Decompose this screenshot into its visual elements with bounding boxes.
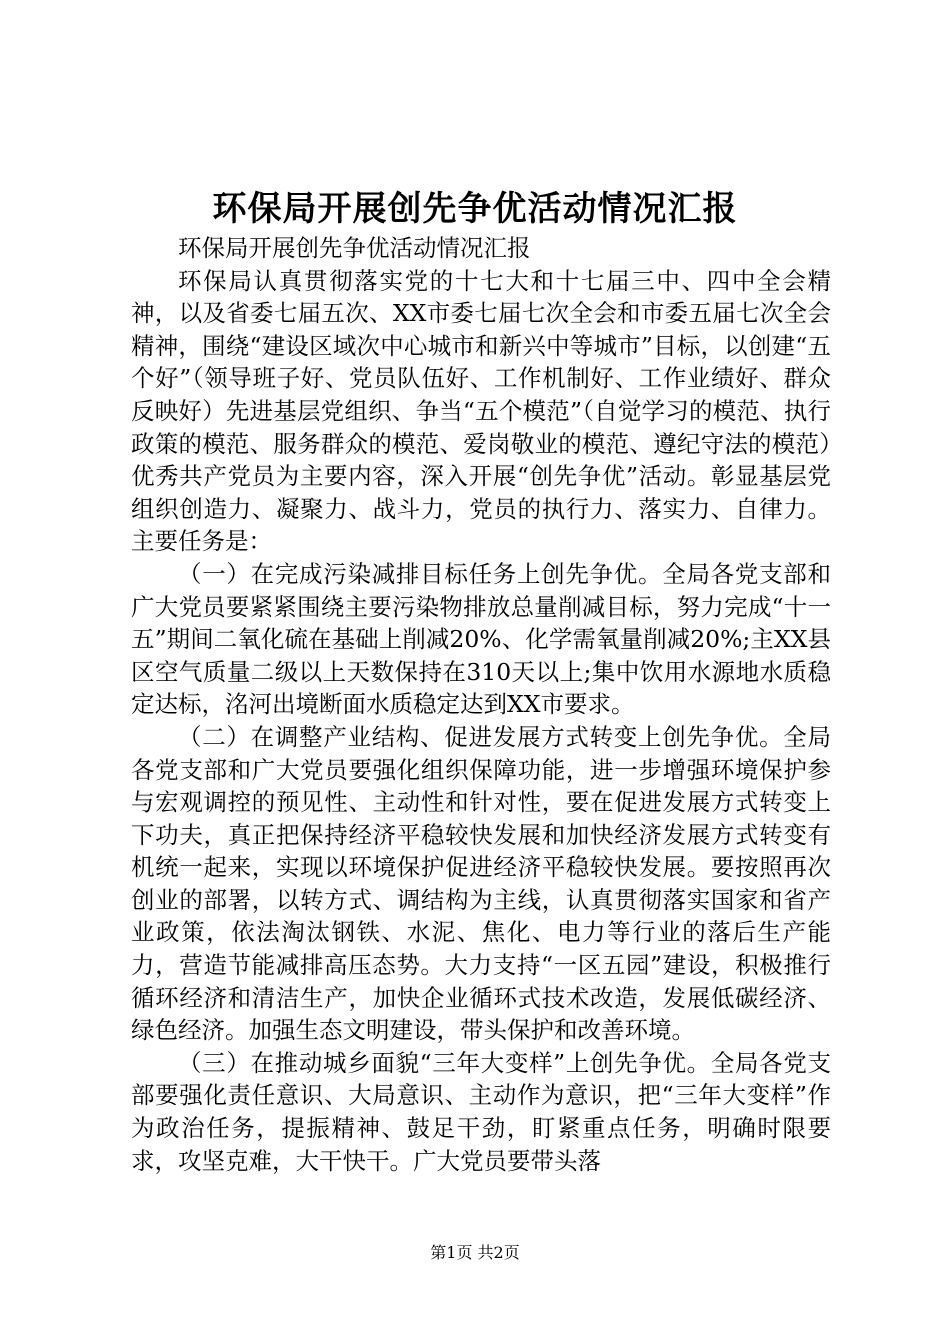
paragraph-section-3: （三）在推动城乡面貌“三年大变样”上创先争优。全局各党支部要强化责任意识、大局意识、主动作为意识，把“三年大变样”作为政治任务，提振精神、鼓足干劲，盯紧重点任务，明确时限要求，攻坚克难，大干快干。广大党员要带头落: [131, 1048, 831, 1175]
paragraph-subtitle: 环保局开展创先争优活动情况汇报: [178, 234, 531, 262]
paragraph-section-2: （二）在调整产业结构、促进发展方式转变上创先争优。全局各党支部和广大党员要强化组织保障功能，进一步增强环境保护参与宏观调控的预见性、主动性和针对性，要在促进发展方式转变上下功夫，真正把保持经济平稳较快发展和加快经济发展方式转变有机统一起来，实现以环境保护促进经济平稳较快发展。要按照再次创业的部署，以转方式、调结构为主线，认真贯彻落实国家和省产业政策，依法淘汰钢铁、水泥、焦化、电力等行业的落后生产能力，营造节能减排高压态势。大力支持“一区五园”建设，积极推行循环经济和清洁生产，加快企业循环式技术改造，发展低碳经济、绿色经济。加强生态文明建设，带头保护和改善环境。: [131, 722, 831, 1045]
document-body: [131, 232, 831, 1177]
paragraph-intro: 环保局认真贯彻落实党的十七大和十七届三中、四中全会精神，以及省委七届五次、XX市委七届七次全会和市委五届七次全会精神，围绕“建设区域次中心城市和新兴中等城市”目标，以创建“五个好”（领导班子好、党员队伍好、工作机制好、工作业绩好、群众反映好）先进基层党组织、争当“五个模范”（自觉学习的模范、执行政策的模范、服务群众的模范、爱岗敬业的模范、遵纪守法的模范）优秀共产党员为主要内容，深入开展“创先争优”活动。彰显基层党组织创造力、凝聚力、战斗力，党员的执行力、落实力、自律力。主要任务是：: [131, 266, 831, 556]
page-footer: 第1页 共2页: [430, 1243, 520, 1262]
paragraph-section-1: （一）在完成污染减排目标任务上创先争优。全局各党支部和广大党员要紧紧围绕主要污染物排放总量削减目标，努力完成“十一五”期间二氧化硫在基础上削减20%、化学需氧量削减20%;主XX县区空气质量二级以上天数保持在310天以上;集中饮用水源地水质稳定达标，洺河出境断面水质稳定达到XX市要求。: [131, 559, 831, 719]
document-title: 环保局开展创先争优活动情况汇报: [212, 189, 738, 229]
